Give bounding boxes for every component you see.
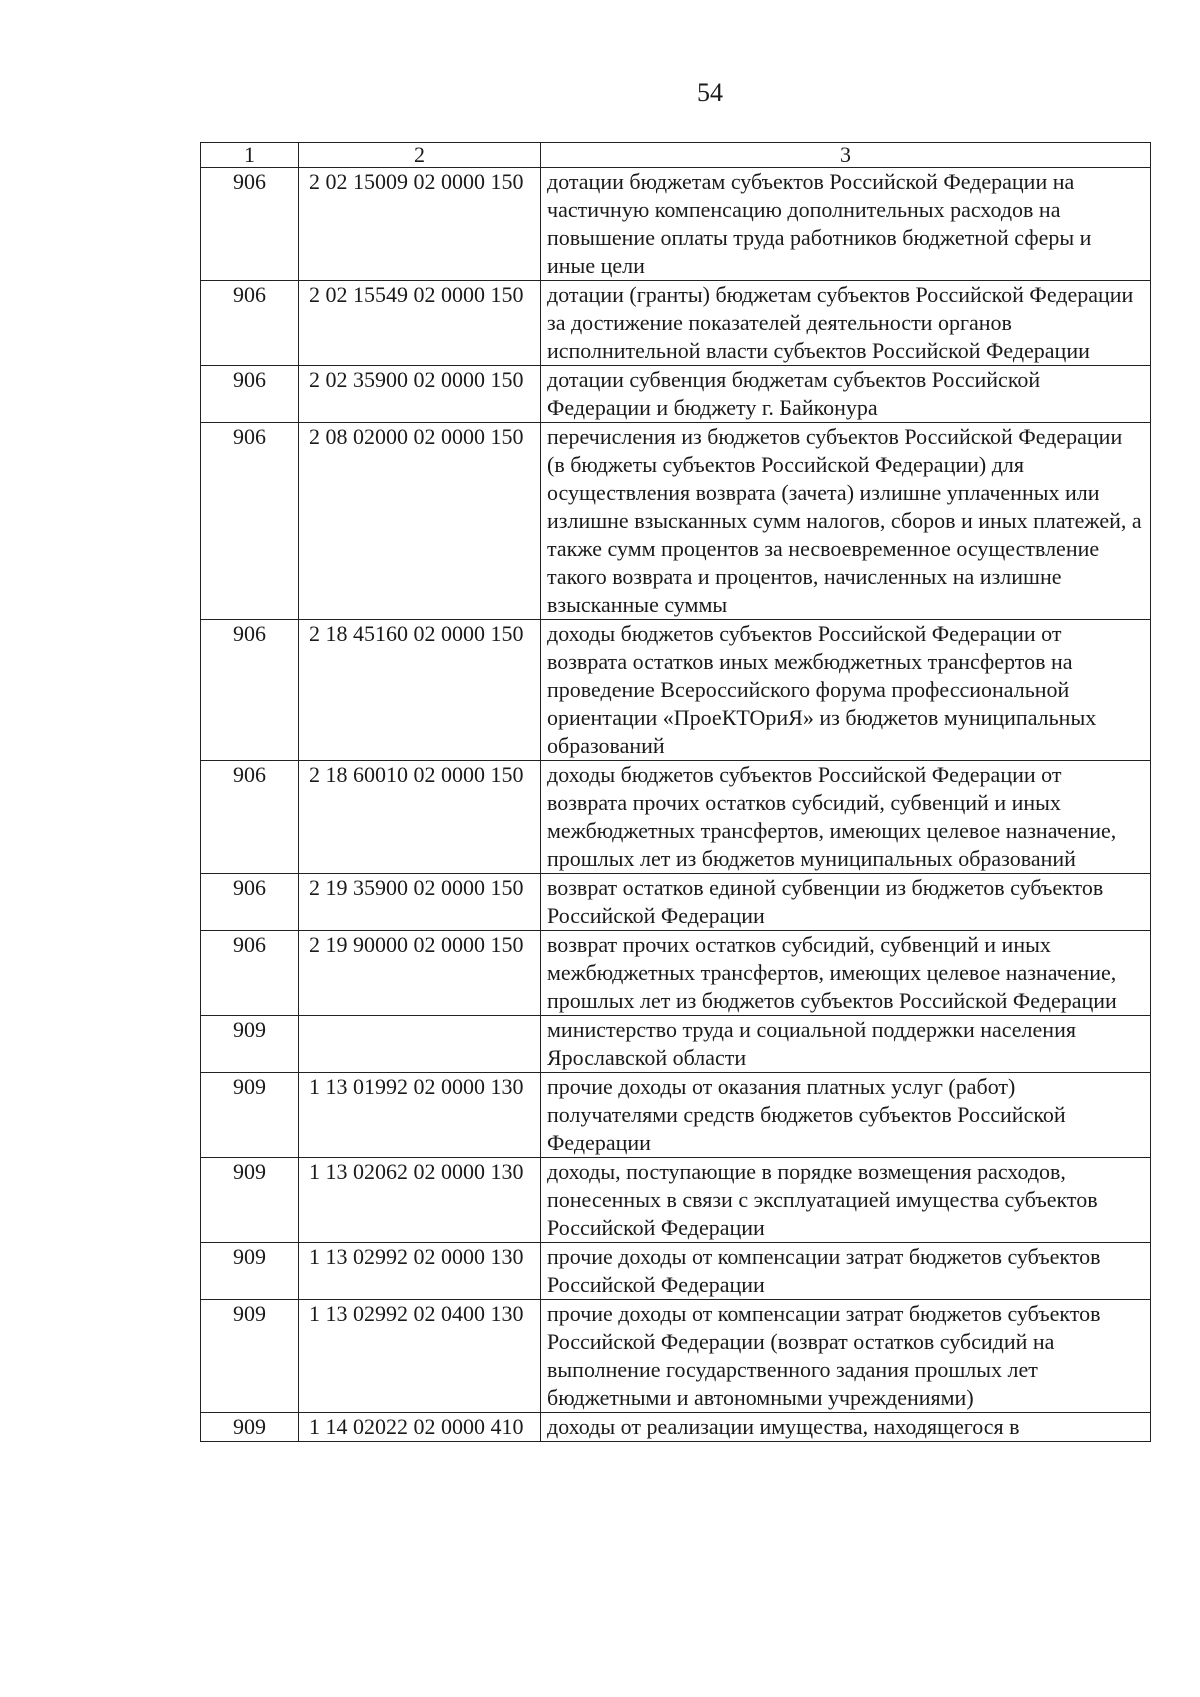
table-row xyxy=(201,1243,1151,1300)
admin-code-cell: 906 xyxy=(201,761,299,874)
table-row xyxy=(201,423,1151,620)
revenue-name-cell: министерство труда и социальной поддержки населения Ярославской области xyxy=(541,1016,1151,1073)
admin-code-cell: 909 xyxy=(201,1300,299,1413)
admin-code-cell: 909 xyxy=(201,1158,299,1243)
revenue-code-cell: 2 02 15009 02 0000 150 xyxy=(299,168,541,281)
revenue-name-cell: доходы бюджетов субъектов Российской Федерации от возврата остатков иных межбюджетных трансфертов на проведение Всероссийского форума профессиональной ориентации «ПроеКТОриЯ» из бюджетов муниципальных образований xyxy=(541,620,1151,761)
table-row xyxy=(201,874,1151,931)
table-row xyxy=(201,366,1151,423)
revenue-code-cell: 1 14 02022 02 0000 410 xyxy=(299,1413,541,1442)
admin-code-cell: 906 xyxy=(201,620,299,761)
revenue-name-cell: прочие доходы от компенсации затрат бюджетов субъектов Российской Федерации xyxy=(541,1243,1151,1300)
revenue-code-cell: 2 19 35900 02 0000 150 xyxy=(299,874,541,931)
column-header-1: 1 xyxy=(201,143,299,168)
table-row xyxy=(201,931,1151,1016)
table-row xyxy=(201,1413,1151,1442)
admin-code-cell: 909 xyxy=(201,1016,299,1073)
revenue-code-cell: 2 18 60010 02 0000 150 xyxy=(299,761,541,874)
page-number: 54 xyxy=(697,78,723,107)
table-row xyxy=(201,1300,1151,1413)
revenue-code-cell: 2 08 02000 02 0000 150 xyxy=(299,423,541,620)
table-header-row xyxy=(201,143,1151,168)
revenue-name-cell: доходы бюджетов субъектов Российской Федерации от возврата прочих остатков субсидий, субвенций и иных межбюджетных трансфертов, имеющих целевое назначение, прошлых лет из бюджетов муниципальных образований xyxy=(541,761,1151,874)
column-header-3: 3 xyxy=(541,143,1151,168)
admin-code-cell: 906 xyxy=(201,168,299,281)
admin-code-cell: 906 xyxy=(201,423,299,620)
revenue-name-cell: возврат прочих остатков субсидий, субвенций и иных межбюджетных трансфертов, имеющих целевое назначение, прошлых лет из бюджетов субъектов Российской Федерации xyxy=(541,931,1151,1016)
admin-code-cell: 909 xyxy=(201,1413,299,1442)
revenue-code-cell: 2 19 90000 02 0000 150 xyxy=(299,931,541,1016)
table-row xyxy=(201,620,1151,761)
revenue-name-cell: прочие доходы от компенсации затрат бюджетов субъектов Российской Федерации (возврат остатков субсидий на выполнение государственного задания прошлых лет бюджетными и автономными учреждениями) xyxy=(541,1300,1151,1413)
revenue-name-cell: дотации субвенция бюджетам субъектов Российской Федерации и бюджету г. Байконура xyxy=(541,366,1151,423)
revenue-code-cell: 1 13 01992 02 0000 130 xyxy=(299,1073,541,1158)
revenue-name-cell: дотации бюджетам субъектов Российской Федерации на частичную компенсацию дополнительных расходов на повышение оплаты труда работников бюджетной сферы и иные цели xyxy=(541,168,1151,281)
revenue-name-cell: прочие доходы от оказания платных услуг (работ) получателями средств бюджетов субъектов Российской Федерации xyxy=(541,1073,1151,1158)
revenue-name-cell: перечисления из бюджетов субъектов Российской Федерации (в бюджеты субъектов Российской Федерации) для осуществления возврата (зачета) излишне уплаченных или излишне взысканных сумм налогов, сборов и иных платежей, а также сумм процентов за несвоевременное осуществление такого возврата и процентов, начисленных на излишне взысканные суммы xyxy=(541,423,1151,620)
revenue-code-cell: 1 13 02992 02 0400 130 xyxy=(299,1300,541,1413)
revenue-name-cell: доходы от реализации имущества, находящегося в xyxy=(541,1413,1151,1442)
table-row xyxy=(201,1158,1151,1243)
revenue-name-cell: дотации (гранты) бюджетам субъектов Российской Федерации за достижение показателей деятельности органов исполнительной власти субъектов Российской Федерации xyxy=(541,281,1151,366)
table-row xyxy=(201,1073,1151,1158)
admin-code-cell: 909 xyxy=(201,1073,299,1158)
admin-code-cell: 906 xyxy=(201,931,299,1016)
table-row xyxy=(201,168,1151,281)
table-body xyxy=(201,168,1151,1442)
table-row xyxy=(201,281,1151,366)
column-header-2: 2 xyxy=(299,143,541,168)
admin-code-cell: 906 xyxy=(201,366,299,423)
revenue-code-cell: 2 02 15549 02 0000 150 xyxy=(299,281,541,366)
revenue-code-cell: 2 18 45160 02 0000 150 xyxy=(299,620,541,761)
revenue-code-cell: 1 13 02992 02 0000 130 xyxy=(299,1243,541,1300)
revenue-code-cell: 1 13 02062 02 0000 130 xyxy=(299,1158,541,1243)
revenue-name-cell: доходы, поступающие в порядке возмещения расходов, понесенных в связи с эксплуатацией имущества субъектов Российской Федерации xyxy=(541,1158,1151,1243)
table-row xyxy=(201,761,1151,874)
admin-code-cell: 906 xyxy=(201,281,299,366)
revenue-codes-table xyxy=(200,142,1151,1442)
revenue-name-cell: возврат остатков единой субвенции из бюджетов субъектов Российской Федерации xyxy=(541,874,1151,931)
table-row xyxy=(201,1016,1151,1073)
admin-code-cell: 909 xyxy=(201,1243,299,1300)
revenue-code-cell xyxy=(299,1016,541,1073)
revenue-code-cell: 2 02 35900 02 0000 150 xyxy=(299,366,541,423)
admin-code-cell: 906 xyxy=(201,874,299,931)
